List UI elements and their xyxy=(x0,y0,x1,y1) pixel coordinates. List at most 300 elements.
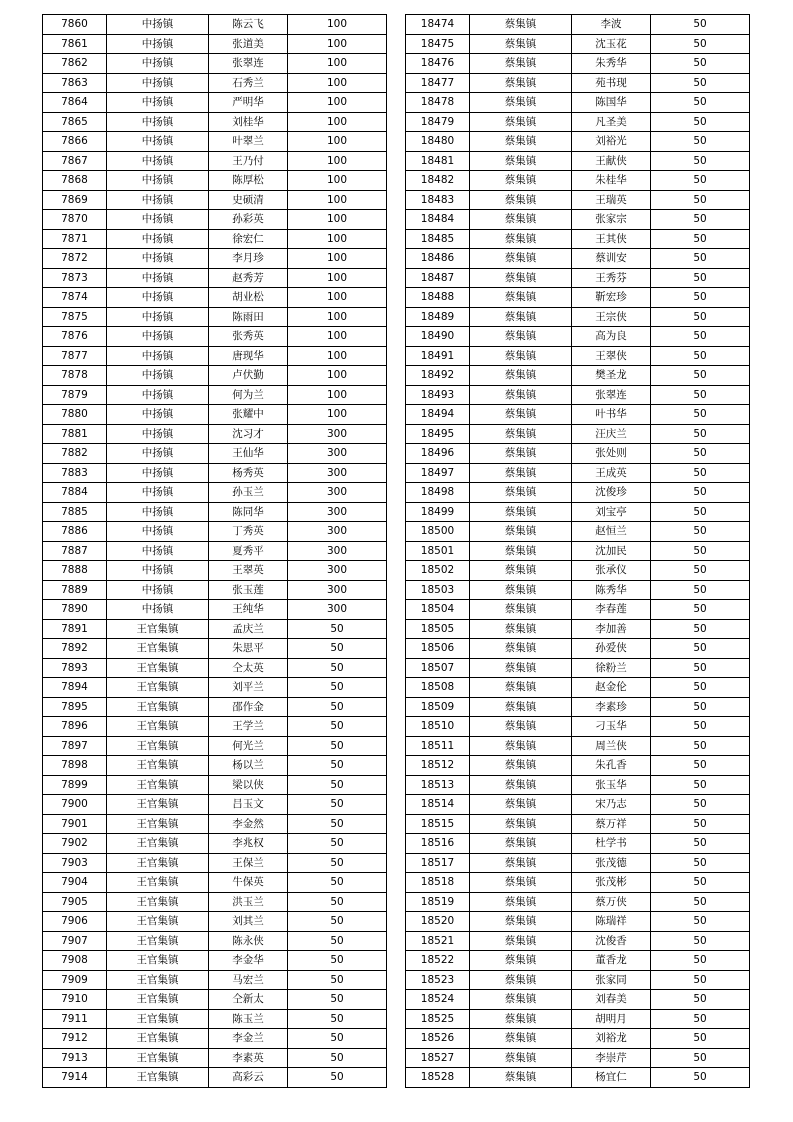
table-row xyxy=(406,151,750,171)
town-cell: 蔡集镇 xyxy=(470,561,572,581)
name-cell: 苑书现 xyxy=(572,73,651,93)
table-row xyxy=(43,93,387,113)
name-cell: 周兰侠 xyxy=(572,736,651,756)
table-row xyxy=(43,600,387,620)
row-id-cell: 18512 xyxy=(406,756,470,776)
row-id-cell: 7873 xyxy=(43,268,107,288)
town-cell: 中扬镇 xyxy=(107,210,209,230)
name-cell: 宋乃志 xyxy=(572,795,651,815)
amount-cell: 50 xyxy=(651,561,750,581)
table-row xyxy=(43,970,387,990)
row-id-cell: 7904 xyxy=(43,873,107,893)
town-cell: 蔡集镇 xyxy=(470,814,572,834)
town-cell: 蔡集镇 xyxy=(470,619,572,639)
name-cell: 杨宜仁 xyxy=(572,1068,651,1088)
table-row xyxy=(43,853,387,873)
town-cell: 王官集镇 xyxy=(107,951,209,971)
table-row xyxy=(43,483,387,503)
town-cell: 王官集镇 xyxy=(107,1009,209,1029)
town-cell: 蔡集镇 xyxy=(470,736,572,756)
amount-cell: 50 xyxy=(651,346,750,366)
row-id-cell: 7901 xyxy=(43,814,107,834)
amount-cell: 50 xyxy=(651,931,750,951)
amount-cell: 300 xyxy=(288,522,387,542)
amount-cell: 50 xyxy=(651,912,750,932)
table-row xyxy=(406,424,750,444)
town-cell: 王官集镇 xyxy=(107,678,209,698)
row-id-cell: 7888 xyxy=(43,561,107,581)
row-id-cell: 18478 xyxy=(406,93,470,113)
name-cell: 杨秀英 xyxy=(209,463,288,483)
table-row xyxy=(406,990,750,1010)
town-cell: 蔡集镇 xyxy=(470,210,572,230)
name-cell: 蔡万祥 xyxy=(572,814,651,834)
name-cell: 刁玉华 xyxy=(572,717,651,737)
table-row xyxy=(43,366,387,386)
table-row xyxy=(43,73,387,93)
row-id-cell: 7868 xyxy=(43,171,107,191)
name-cell: 王仙华 xyxy=(209,444,288,464)
table-row xyxy=(406,970,750,990)
amount-cell: 50 xyxy=(651,327,750,347)
table-row xyxy=(406,678,750,698)
row-id-cell: 18480 xyxy=(406,132,470,152)
name-cell: 刘裕光 xyxy=(572,132,651,152)
table-row xyxy=(406,853,750,873)
amount-cell: 50 xyxy=(651,405,750,425)
amount-cell: 50 xyxy=(288,1068,387,1088)
town-cell: 蔡集镇 xyxy=(470,853,572,873)
row-id-cell: 18483 xyxy=(406,190,470,210)
amount-cell: 50 xyxy=(651,697,750,717)
town-cell: 王官集镇 xyxy=(107,1029,209,1049)
name-cell: 王翠侠 xyxy=(572,346,651,366)
name-cell: 李波 xyxy=(572,15,651,35)
row-id-cell: 7900 xyxy=(43,795,107,815)
amount-cell: 300 xyxy=(288,600,387,620)
row-id-cell: 18508 xyxy=(406,678,470,698)
name-cell: 沈俊香 xyxy=(572,931,651,951)
amount-cell: 50 xyxy=(288,619,387,639)
amount-cell: 50 xyxy=(651,541,750,561)
table-row xyxy=(43,658,387,678)
name-cell: 李素英 xyxy=(209,1048,288,1068)
name-cell: 王成英 xyxy=(572,463,651,483)
town-cell: 蔡集镇 xyxy=(470,385,572,405)
town-cell: 蔡集镇 xyxy=(470,424,572,444)
row-id-cell: 7911 xyxy=(43,1009,107,1029)
amount-cell: 100 xyxy=(288,229,387,249)
amount-cell: 100 xyxy=(288,268,387,288)
table-row xyxy=(43,931,387,951)
town-cell: 蔡集镇 xyxy=(470,775,572,795)
amount-cell: 50 xyxy=(651,970,750,990)
name-cell: 汪庆兰 xyxy=(572,424,651,444)
table-row xyxy=(43,1009,387,1029)
row-id-cell: 7913 xyxy=(43,1048,107,1068)
name-cell: 张承仪 xyxy=(572,561,651,581)
table-row xyxy=(43,561,387,581)
town-cell: 中扬镇 xyxy=(107,54,209,74)
amount-cell: 50 xyxy=(288,1048,387,1068)
town-cell: 王官集镇 xyxy=(107,756,209,776)
amount-cell: 50 xyxy=(651,366,750,386)
table-row xyxy=(406,171,750,191)
town-cell: 中扬镇 xyxy=(107,346,209,366)
amount-cell: 50 xyxy=(651,873,750,893)
row-id-cell: 18494 xyxy=(406,405,470,425)
table-row xyxy=(406,1029,750,1049)
table-row xyxy=(43,541,387,561)
name-cell: 凡圣美 xyxy=(572,112,651,132)
name-cell: 叶书华 xyxy=(572,405,651,425)
town-cell: 蔡集镇 xyxy=(470,600,572,620)
row-id-cell: 7863 xyxy=(43,73,107,93)
name-cell: 王其侠 xyxy=(572,229,651,249)
table-row xyxy=(43,795,387,815)
row-id-cell: 18491 xyxy=(406,346,470,366)
row-id-cell: 7914 xyxy=(43,1068,107,1088)
row-id-cell: 7861 xyxy=(43,34,107,54)
name-cell: 陈云飞 xyxy=(209,15,288,35)
name-cell: 卢伏勤 xyxy=(209,366,288,386)
town-cell: 蔡集镇 xyxy=(470,873,572,893)
amount-cell: 50 xyxy=(651,1068,750,1088)
amount-cell: 50 xyxy=(651,951,750,971)
amount-cell: 50 xyxy=(651,892,750,912)
amount-cell: 100 xyxy=(288,366,387,386)
name-cell: 高彩云 xyxy=(209,1068,288,1088)
town-cell: 蔡集镇 xyxy=(470,93,572,113)
amount-cell: 50 xyxy=(651,600,750,620)
table-row xyxy=(43,385,387,405)
amount-cell: 100 xyxy=(288,327,387,347)
row-id-cell: 18521 xyxy=(406,931,470,951)
row-id-cell: 7877 xyxy=(43,346,107,366)
amount-cell: 50 xyxy=(288,970,387,990)
table-row xyxy=(43,892,387,912)
row-id-cell: 7906 xyxy=(43,912,107,932)
name-cell: 孙爱侠 xyxy=(572,639,651,659)
row-id-cell: 18525 xyxy=(406,1009,470,1029)
amount-cell: 100 xyxy=(288,385,387,405)
row-id-cell: 18481 xyxy=(406,151,470,171)
town-cell: 中扬镇 xyxy=(107,405,209,425)
amount-cell: 50 xyxy=(651,1029,750,1049)
row-id-cell: 18507 xyxy=(406,658,470,678)
table-row xyxy=(43,288,387,308)
row-id-cell: 18490 xyxy=(406,327,470,347)
row-id-cell: 18500 xyxy=(406,522,470,542)
town-cell: 蔡集镇 xyxy=(470,34,572,54)
name-cell: 王纯华 xyxy=(209,600,288,620)
row-id-cell: 18476 xyxy=(406,54,470,74)
amount-cell: 100 xyxy=(288,249,387,269)
table-row xyxy=(406,873,750,893)
town-cell: 蔡集镇 xyxy=(470,717,572,737)
name-cell: 刘宝亭 xyxy=(572,502,651,522)
name-cell: 叶翠兰 xyxy=(209,132,288,152)
row-id-cell: 7895 xyxy=(43,697,107,717)
amount-cell: 100 xyxy=(288,346,387,366)
amount-cell: 50 xyxy=(651,658,750,678)
row-id-cell: 7875 xyxy=(43,307,107,327)
name-cell: 王翠英 xyxy=(209,561,288,581)
amount-cell: 50 xyxy=(288,912,387,932)
table-row xyxy=(406,502,750,522)
row-id-cell: 7907 xyxy=(43,931,107,951)
name-cell: 陈国华 xyxy=(572,93,651,113)
name-cell: 高为良 xyxy=(572,327,651,347)
name-cell: 张茂彬 xyxy=(572,873,651,893)
table-row xyxy=(406,93,750,113)
town-cell: 中扬镇 xyxy=(107,600,209,620)
row-id-cell: 7880 xyxy=(43,405,107,425)
name-cell: 吕玉文 xyxy=(209,795,288,815)
amount-cell: 50 xyxy=(651,619,750,639)
amount-cell: 50 xyxy=(651,424,750,444)
row-id-cell: 18498 xyxy=(406,483,470,503)
table-row xyxy=(406,912,750,932)
amount-cell: 50 xyxy=(651,990,750,1010)
right-roster-table xyxy=(405,14,750,1088)
town-cell: 王官集镇 xyxy=(107,931,209,951)
amount-cell: 50 xyxy=(651,229,750,249)
row-id-cell: 18499 xyxy=(406,502,470,522)
amount-cell: 50 xyxy=(651,151,750,171)
table-row xyxy=(43,307,387,327)
row-id-cell: 7910 xyxy=(43,990,107,1010)
right-roster-body xyxy=(406,15,750,1088)
name-cell: 朱秀华 xyxy=(572,54,651,74)
row-id-cell: 18493 xyxy=(406,385,470,405)
row-id-cell: 18475 xyxy=(406,34,470,54)
amount-cell: 50 xyxy=(651,834,750,854)
amount-cell: 50 xyxy=(651,1009,750,1029)
row-id-cell: 18482 xyxy=(406,171,470,191)
row-id-cell: 18496 xyxy=(406,444,470,464)
town-cell: 蔡集镇 xyxy=(470,678,572,698)
town-cell: 王官集镇 xyxy=(107,736,209,756)
amount-cell: 50 xyxy=(651,814,750,834)
amount-cell: 50 xyxy=(651,444,750,464)
amount-cell: 50 xyxy=(651,639,750,659)
amount-cell: 100 xyxy=(288,15,387,35)
row-id-cell: 18489 xyxy=(406,307,470,327)
table-row xyxy=(406,190,750,210)
amount-cell: 300 xyxy=(288,444,387,464)
amount-cell: 100 xyxy=(288,171,387,191)
town-cell: 王官集镇 xyxy=(107,853,209,873)
name-cell: 史硕清 xyxy=(209,190,288,210)
town-cell: 蔡集镇 xyxy=(470,288,572,308)
amount-cell: 50 xyxy=(651,54,750,74)
row-id-cell: 18523 xyxy=(406,970,470,990)
town-cell: 蔡集镇 xyxy=(470,366,572,386)
table-row xyxy=(43,951,387,971)
name-cell: 张处则 xyxy=(572,444,651,464)
town-cell: 蔡集镇 xyxy=(470,951,572,971)
amount-cell: 50 xyxy=(651,580,750,600)
row-id-cell: 7885 xyxy=(43,502,107,522)
table-row xyxy=(43,463,387,483)
table-row xyxy=(43,990,387,1010)
amount-cell: 50 xyxy=(651,853,750,873)
row-id-cell: 7882 xyxy=(43,444,107,464)
table-row xyxy=(406,931,750,951)
table-row xyxy=(406,697,750,717)
name-cell: 李加善 xyxy=(572,619,651,639)
name-cell: 何光兰 xyxy=(209,736,288,756)
row-id-cell: 7891 xyxy=(43,619,107,639)
name-cell: 张道美 xyxy=(209,34,288,54)
town-cell: 蔡集镇 xyxy=(470,541,572,561)
name-cell: 董香龙 xyxy=(572,951,651,971)
row-id-cell: 7871 xyxy=(43,229,107,249)
row-id-cell: 7893 xyxy=(43,658,107,678)
town-cell: 蔡集镇 xyxy=(470,327,572,347)
amount-cell: 300 xyxy=(288,483,387,503)
town-cell: 蔡集镇 xyxy=(470,15,572,35)
town-cell: 蔡集镇 xyxy=(470,658,572,678)
amount-cell: 50 xyxy=(651,736,750,756)
name-cell: 沈俊珍 xyxy=(572,483,651,503)
row-id-cell: 7903 xyxy=(43,853,107,873)
table-row xyxy=(406,639,750,659)
name-cell: 胡明月 xyxy=(572,1009,651,1029)
town-cell: 蔡集镇 xyxy=(470,1068,572,1088)
name-cell: 刘其兰 xyxy=(209,912,288,932)
table-row xyxy=(43,639,387,659)
table-row xyxy=(406,54,750,74)
table-row xyxy=(43,327,387,347)
amount-cell: 50 xyxy=(288,717,387,737)
name-cell: 王献侠 xyxy=(572,151,651,171)
row-id-cell: 7887 xyxy=(43,541,107,561)
table-row xyxy=(43,405,387,425)
amount-cell: 50 xyxy=(651,717,750,737)
table-row xyxy=(43,190,387,210)
town-cell: 王官集镇 xyxy=(107,1068,209,1088)
name-cell: 李春莲 xyxy=(572,600,651,620)
table-row xyxy=(43,736,387,756)
amount-cell: 50 xyxy=(651,171,750,191)
town-cell: 蔡集镇 xyxy=(470,1009,572,1029)
name-cell: 刘桂华 xyxy=(209,112,288,132)
town-cell: 王官集镇 xyxy=(107,912,209,932)
name-cell: 陈厚松 xyxy=(209,171,288,191)
row-id-cell: 7872 xyxy=(43,249,107,269)
table-row xyxy=(43,229,387,249)
town-cell: 蔡集镇 xyxy=(470,268,572,288)
amount-cell: 50 xyxy=(651,132,750,152)
amount-cell: 100 xyxy=(288,210,387,230)
amount-cell: 50 xyxy=(651,288,750,308)
row-id-cell: 18479 xyxy=(406,112,470,132)
town-cell: 蔡集镇 xyxy=(470,229,572,249)
row-id-cell: 18509 xyxy=(406,697,470,717)
town-cell: 王官集镇 xyxy=(107,717,209,737)
name-cell: 蔡训安 xyxy=(572,249,651,269)
town-cell: 中扬镇 xyxy=(107,268,209,288)
town-cell: 蔡集镇 xyxy=(470,580,572,600)
amount-cell: 50 xyxy=(288,756,387,776)
table-row xyxy=(406,249,750,269)
name-cell: 王宗侠 xyxy=(572,307,651,327)
row-id-cell: 7865 xyxy=(43,112,107,132)
amount-cell: 100 xyxy=(288,151,387,171)
row-id-cell: 7879 xyxy=(43,385,107,405)
name-cell: 孟庆兰 xyxy=(209,619,288,639)
row-id-cell: 7869 xyxy=(43,190,107,210)
name-cell: 杜学书 xyxy=(572,834,651,854)
name-cell: 孙玉兰 xyxy=(209,483,288,503)
name-cell: 张家宗 xyxy=(572,210,651,230)
town-cell: 王官集镇 xyxy=(107,697,209,717)
table-row xyxy=(406,717,750,737)
table-row xyxy=(43,34,387,54)
town-cell: 中扬镇 xyxy=(107,483,209,503)
amount-cell: 100 xyxy=(288,190,387,210)
row-id-cell: 7876 xyxy=(43,327,107,347)
town-cell: 王官集镇 xyxy=(107,639,209,659)
row-id-cell: 18497 xyxy=(406,463,470,483)
amount-cell: 100 xyxy=(288,54,387,74)
name-cell: 张耀中 xyxy=(209,405,288,425)
table-row xyxy=(43,15,387,35)
town-cell: 王官集镇 xyxy=(107,814,209,834)
town-cell: 中扬镇 xyxy=(107,171,209,191)
name-cell: 张家同 xyxy=(572,970,651,990)
name-cell: 王保兰 xyxy=(209,853,288,873)
row-id-cell: 7886 xyxy=(43,522,107,542)
town-cell: 王官集镇 xyxy=(107,892,209,912)
name-cell: 李金兰 xyxy=(209,1029,288,1049)
row-id-cell: 7884 xyxy=(43,483,107,503)
name-cell: 陈秀华 xyxy=(572,580,651,600)
table-row xyxy=(43,54,387,74)
table-row xyxy=(406,463,750,483)
amount-cell: 50 xyxy=(651,522,750,542)
row-id-cell: 7909 xyxy=(43,970,107,990)
name-cell: 洪玉兰 xyxy=(209,892,288,912)
amount-cell: 50 xyxy=(651,307,750,327)
town-cell: 蔡集镇 xyxy=(470,522,572,542)
row-id-cell: 18506 xyxy=(406,639,470,659)
name-cell: 刘裕龙 xyxy=(572,1029,651,1049)
name-cell: 石秀兰 xyxy=(209,73,288,93)
table-row xyxy=(406,814,750,834)
amount-cell: 100 xyxy=(288,405,387,425)
table-row xyxy=(43,814,387,834)
name-cell: 陈瑞祥 xyxy=(572,912,651,932)
table-row xyxy=(43,210,387,230)
name-cell: 马宏兰 xyxy=(209,970,288,990)
amount-cell: 50 xyxy=(651,756,750,776)
row-id-cell: 18504 xyxy=(406,600,470,620)
name-cell: 丁秀英 xyxy=(209,522,288,542)
name-cell: 王秀芬 xyxy=(572,268,651,288)
town-cell: 蔡集镇 xyxy=(470,931,572,951)
name-cell: 陈玉兰 xyxy=(209,1009,288,1029)
amount-cell: 50 xyxy=(651,678,750,698)
table-row xyxy=(406,268,750,288)
name-cell: 李崇芹 xyxy=(572,1048,651,1068)
amount-cell: 50 xyxy=(288,697,387,717)
town-cell: 中扬镇 xyxy=(107,112,209,132)
town-cell: 蔡集镇 xyxy=(470,444,572,464)
table-row xyxy=(406,483,750,503)
